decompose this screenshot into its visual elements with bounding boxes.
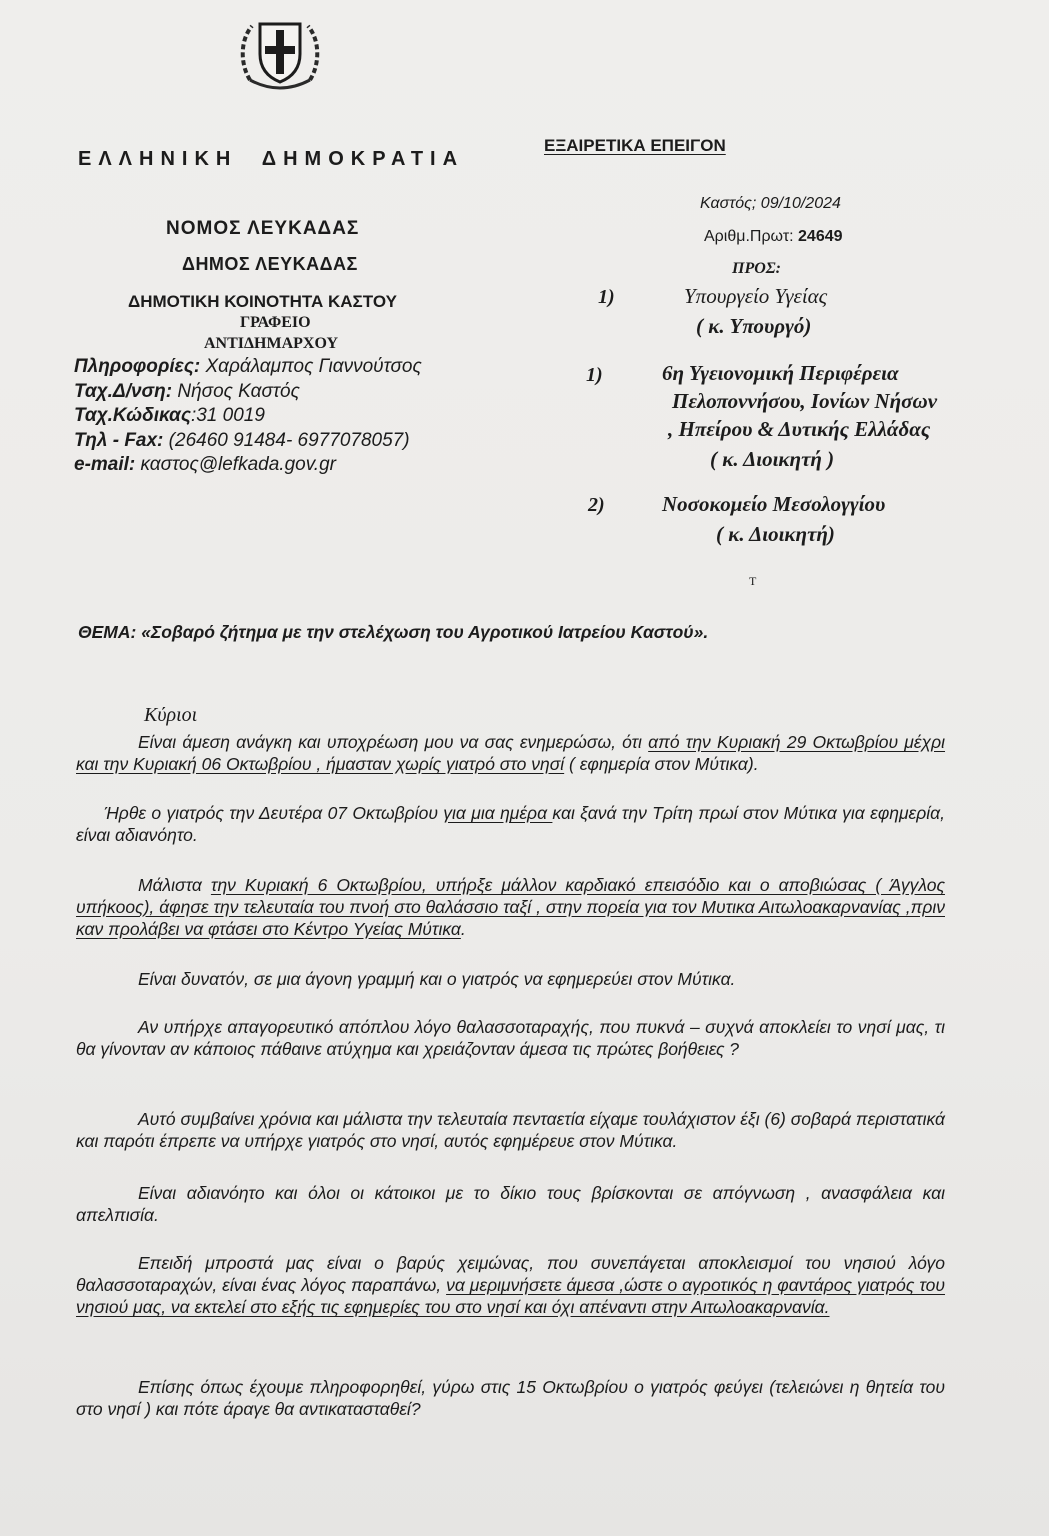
protocol-number-line [704,228,843,246]
contact-email-line [74,454,336,476]
protocol-number: 24649 [798,228,843,245]
contact-postcode-line [74,405,265,427]
contact-info-value: Χαράλαμπος Γιαννούτσος [200,356,422,377]
subject-line: ΘΕΜΑ: «Σοβαρό ζήτημα με την στελέχωση του Αγροτικού Ιατρείου Καστού». [78,622,709,642]
recipient-number: 1) [598,286,615,308]
state-title: ΕΛΛΗΝΙΚΗ ΔΗΜΟΚΡΑΤΙΑ [78,148,465,170]
body-paragraph [76,1182,945,1226]
underlined-text-run: την Κυριακή 6 Οκτωβρίου, υπήρξε μάλλον καρδιακό επεισόδιο και ο αποβιώσας ( Άγγλος υπήκοος), άφησε την τελευταία του πνοή στο θαλάσσιο ταξί , στην πορεία για τον Μυτικα Αιτωλοακαρνανίας ,πριν καν προλάβει να φτάσει στο Κέντρο Υγείας Μύτικα [76,875,945,939]
salutation: Κύριοι [144,704,198,726]
recipient-number: 1) [586,364,603,386]
greek-state-emblem-icon [236,10,324,98]
urgent-label: ΕΞΑΙΡΕΤΙΚΑ ΕΠΕΙΓΟΝ [544,136,726,155]
body-paragraph [76,1376,945,1420]
recipient-line: , Ηπείρου & Δυτικής Ελλάδας [668,417,931,441]
letter-date: Καστός; 09/10/2024 [700,195,841,212]
body-paragraph [76,874,945,940]
underlined-text-run: για μια ημέρα [443,803,553,823]
recipient-line: 6η Υγειονομική Περιφέρεια [662,361,899,385]
recipients-heading: ΠΡΟΣ: [732,260,782,277]
contact-info-line [74,356,422,378]
office-name: ΓΡΑΦΕΙΟ [240,314,311,331]
protocol-label: Αριθμ.Πρωτ: [704,228,799,245]
office-role: ΑΝΤΙΔΗΜΑΡΧΟΥ [204,335,339,352]
underlined-text-run: από την Κυριακή 29 Οκτωβρίου μέχρι και την Κυριακή 06 Οκτωβρίου , ήμασταν χωρίς γιατρό στο νησί [76,732,946,774]
body-paragraph [76,802,945,846]
text-run: Αυτό συμβαίνει χρόνια και μάλιστα την τελευταία πενταετία είχαμε τουλάχιστον έξι (6) σοβαρά περιστατικά και παρότι έπρεπε να υπήρχε γιατρός στο νησί, αυτός εφημέρευε στον Μύτικα. [76,1109,945,1151]
contact-address-line [74,381,300,403]
body-paragraph [76,1252,945,1318]
body-paragraph [76,1108,945,1152]
recipient-number: 2) [588,494,605,516]
text-run: . [460,919,466,939]
contact-address-label: Ταχ.Δ/νση: [74,381,173,402]
body-paragraph [76,1016,945,1060]
text-run: Επίσης όπως έχουμε πληροφορηθεί, γύρω στις 15 Οκτωβρίου ο γιατρός φεύγει (τελειώνει η θητεία του στο νησί ) και πότε άραγε θα αντικατασταθεί? [76,1377,945,1419]
recipient-line: Υπουργείο Υγείας [684,284,828,308]
contact-email-value: καστος@lefkada.gov.gr [135,454,336,475]
contact-phone-label: Τηλ - Fax: [74,430,164,451]
prefecture-name: ΝΟΜΟΣ ΛΕΥΚΑΔΑΣ [166,218,360,239]
body-paragraph [76,731,945,775]
municipality-name: ΔΗΜΟΣ ΛΕΥΚΑΔΑΣ [182,254,358,274]
community-name: ΔΗΜΟΤΙΚΗ ΚΟΙΝΟΤΗΤΑ ΚΑΣΤΟΥ [128,292,397,311]
text-run: και ξανά την Τρίτη πρωί στον Μύτικα για εφημερία, είναι αδιανόητο. [76,803,945,845]
text-run: Ήρθε ο γιατρός την Δευτέρα 07 Οκτωβρίου [104,803,444,823]
contact-postcode-value: :31 0019 [190,405,265,426]
text-run: Αν υπήρχε απαγορευτικό απόπλου λόγο θαλασσοταραχής, που πυκνά – συχνά αποκλείει το νησί μας, τι θα γίνονταν αν κάποιος πάθαινε ατύχημα και χρειάζονταν άμεσα τις πρώτες βοήθειες ? [76,1017,945,1059]
text-run: ( εφημερία στον Μύτικα). [564,754,759,774]
contact-phone-line [74,430,410,452]
text-run: Είναι άμεση ανάγκη και υποχρέωση μου να σας ενημερώσω, ότι [138,732,649,752]
recipient-line: ( κ. Διοικητή ) [710,447,835,471]
contact-info-label: Πληροφορίες: [74,356,201,377]
text-run: Είναι αδιανόητο και όλοι οι κάτοικοι με το δίκιο τους βρίσκονται σε απόγνωση , ανασφάλεια και απελπισία. [76,1183,945,1225]
text-run: Επειδή μπροστά μας είναι ο βαρύς χειμώνας, που συνεπάγεται αποκλεισμοί του νησιού λόγο θαλασσοταραχών, είναι ένας λόγος παραπάνω, [76,1253,945,1295]
underlined-text-run: να μεριμνήσετε άμεσα ,ώστε ο αγροτικός η φαντάρος γιατρός του νησιού μας, να εκτελεί στο εξής τις εφημερίες του στο νησί και όχι απέναντι στην Αιτωλοακαρνανία. [76,1275,945,1317]
recipient-line: ( κ. Διοικητή) [716,522,835,546]
text-run: Είναι δυνατόν, σε μια άγονη γραμμή και ο γιατρός να εφημερεύει στον Μύτικα. [138,969,736,989]
contact-phone-value: (26460 91484- 6977078057) [163,430,410,451]
body-paragraph [76,968,945,990]
stray-mark: T [749,574,757,588]
recipient-line: Νοσοκομείο Μεσολογγίου [662,492,886,516]
contact-email-label: e-mail: [74,454,136,475]
recipient-line: ( κ. Υπουργό) [696,314,812,338]
text-run: Μάλιστα [138,875,211,895]
recipient-line: Πελοποννήσου, Ιονίων Νήσων [672,389,938,413]
contact-postcode-label: Ταχ.Κώδικας [74,405,191,426]
contact-address-value: Νήσος Καστός [172,381,300,402]
